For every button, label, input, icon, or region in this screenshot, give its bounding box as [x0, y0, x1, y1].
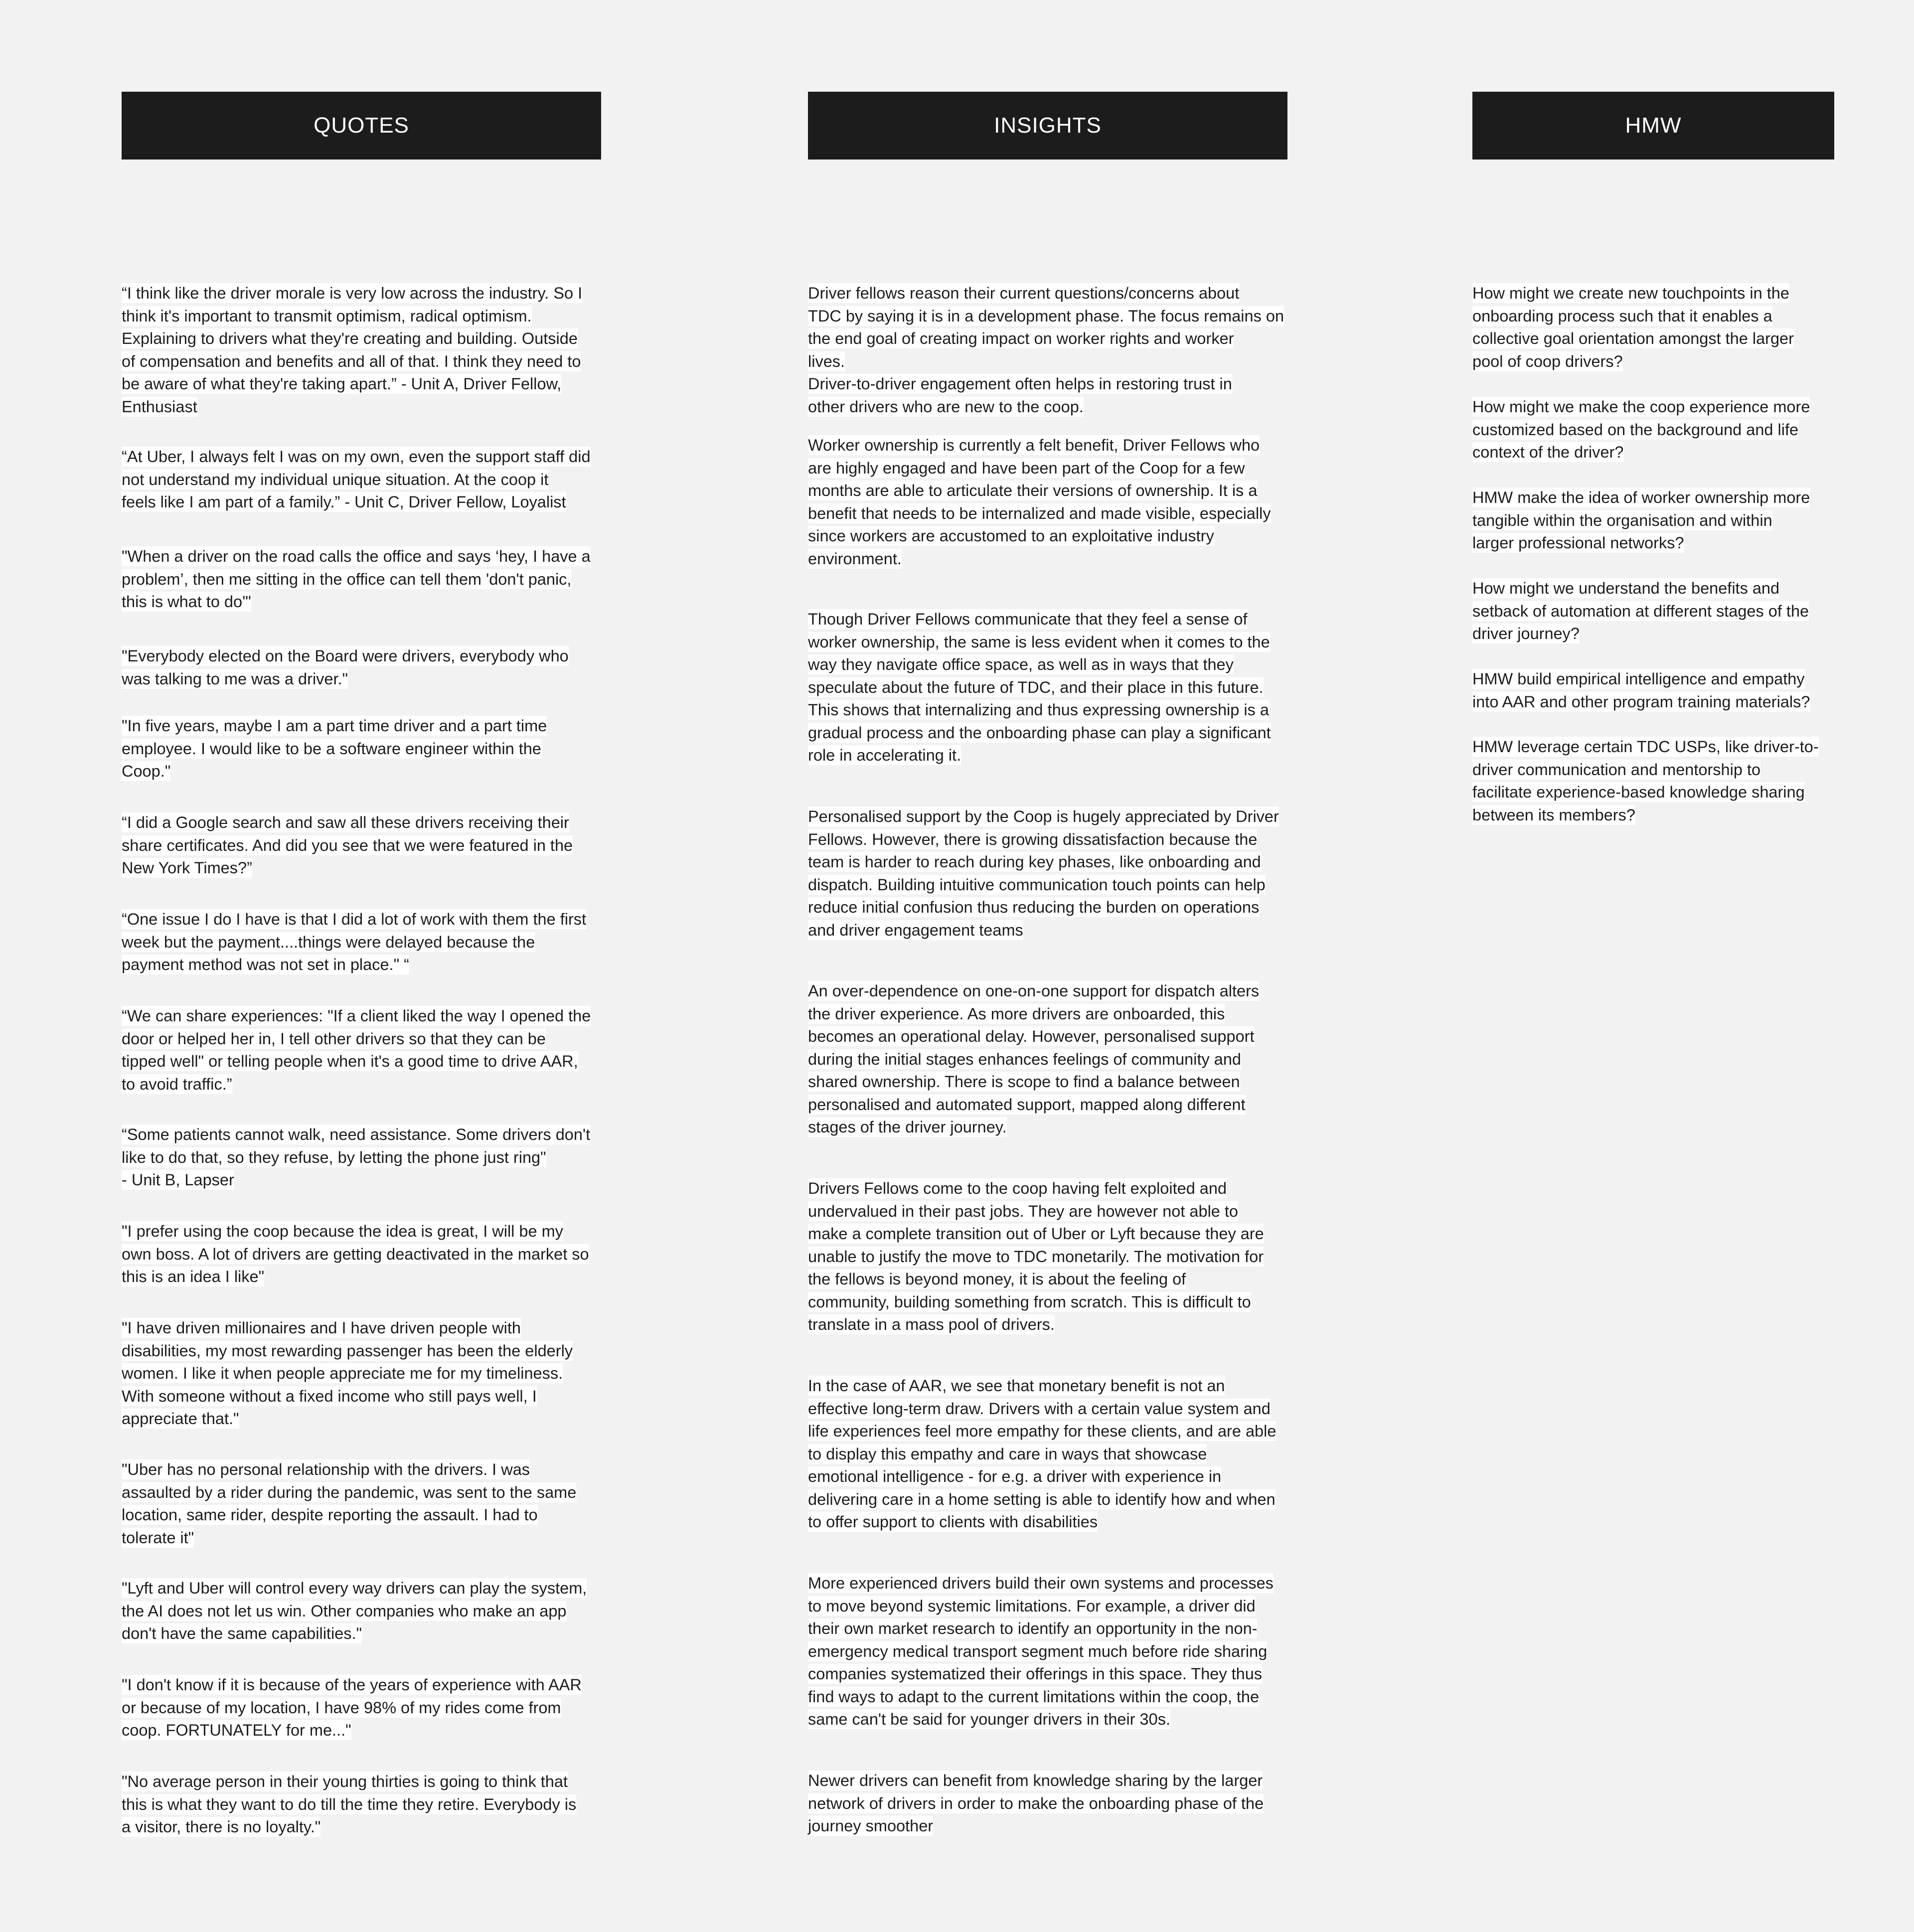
hmw-note[interactable] [1472, 577, 1809, 645]
hmw-text: HMW make the idea of worker ownership more tangible within the organisation and within larger professional networks? [1472, 488, 1810, 552]
quote-note[interactable] [122, 545, 591, 614]
quote-text: "In five years, maybe I am a part time driver and a part time employee. I would like to be a software engineer within the Coop." [122, 717, 547, 780]
quote-text: "I don't know if it is because of the years of experience with AAR or because of my location, I have 98% of my rides come from coop. FORTUNATELY for me..." [122, 1676, 582, 1739]
quote-text: “At Uber, I always felt I was on my own, even the support staff did not understand my individual unique situation. At the coop it feels like I am part of a family.” - Unit C, Driver Fellow, Loyalist [122, 448, 591, 511]
insight-text: Personalised support by the Coop is hugely appreciated by Driver Fellows. However, there is growing dissatisfaction because the team is harder to reach during key phases, like onboarding and dispatch. Building intuitive communication touch points can help reduce initial confusion thus reducing the burden on operations and driver engagement teams [808, 807, 1279, 939]
hmw-text: HMW leverage certain TDC USPs, like driver-to- driver communication and mentorship to facilitate experience-based knowledge sharing between its members? [1472, 738, 1819, 824]
hmw-text: How might we understand the benefits and setback of automation at different stages of the driver journey? [1472, 579, 1809, 643]
insight-note[interactable] [808, 1375, 1276, 1534]
insights-column [808, 92, 1296, 1835]
quote-text: “Some patients cannot walk, need assistance. Some drivers don't like to do that, so they refuse, by letting the phone just ring" - Unit B, Lapser [122, 1126, 591, 1189]
hmw-header: HMW [1472, 92, 1834, 160]
quote-note[interactable] [122, 1674, 582, 1742]
quote-note[interactable] [122, 715, 547, 783]
quote-note[interactable] [122, 282, 582, 418]
hmw-text: How might we create new touchpoints in the onboarding process such that it enables a collective goal orientation amongst the larger pool of coop drivers? [1472, 284, 1794, 370]
quote-text: "Lyft and Uber will control every way drivers can play the system, the AI does not let us win. Other companies who make an app don't have the same capabilities." [122, 1579, 587, 1642]
quote-text: "Uber has no personal relationship with the drivers. I was assaulted by a rider during the pandemic, was sent to the same location, same rider, despite reporting the assault. I had to tolerate it" [122, 1460, 577, 1547]
insight-note[interactable] [808, 1572, 1274, 1731]
hmw-note[interactable] [1472, 736, 1819, 826]
quote-text: "I prefer using the coop because the idea is great, I will be my own boss. A lot of drivers are getting deactivated in the market so this is an idea I like" [122, 1222, 589, 1286]
quote-note[interactable] [122, 1317, 573, 1431]
insight-note[interactable] [808, 980, 1259, 1139]
insight-note[interactable] [808, 434, 1271, 570]
quotes-header: QUOTES [122, 92, 601, 160]
hmw-text: HMW build empirical intelligence and empathy into AAR and other program training materials? [1472, 670, 1810, 711]
quote-text: "No average person in their young thirties is going to think that this is what they want to do till the time they retire. Everybody is a visitor, there is no loyalty." [122, 1772, 577, 1836]
quote-text: “I think like the driver morale is very low across the industry. So I think it's important to transmit optimism, radical optimism. Explaining to drivers what they're creating and building. Outside of compensation and benefits and all of that. I think they need to be aware of what they're taking apart.” - Unit A, Driver Fellow, Enthusiast [122, 284, 583, 416]
insight-text: Though Driver Fellows communicate that they feel a sense of worker ownership, the same is less evident when it comes to the way they navigate office space, as well as in ways that they speculate about the future of TDC, and their place in this future. This shows that internalizing and thus expressing ownership is a gradual process and the onboarding phase can play a significant role in accelerating it. [808, 610, 1271, 764]
hmw-text: How might we make the coop experience more customized based on the background and life context of the driver? [1472, 398, 1810, 461]
hmw-note[interactable] [1472, 396, 1810, 464]
hmw-note[interactable] [1472, 486, 1810, 555]
quote-note[interactable] [122, 1220, 589, 1288]
insight-text: Drivers Fellows come to the coop having felt exploited and undervalued in their past jobs. They are however not able to make a complete transition out of Uber or Lyft because they are unable to justify the move to TDC monetarily. The motivation for the fellows is beyond money, it is about the feeling of community, building something from scratch. This is difficult to translate in a mass pool of drivers. [808, 1179, 1264, 1333]
quote-note[interactable] [122, 446, 591, 514]
quote-note[interactable] [122, 1771, 576, 1839]
insight-text: Worker ownership is currently a felt benefit, Driver Fellows who are highly engaged and have been part of the Coop for a few months are able to articulate their versions of ownership. It is a benefit that needs to be internalized and made visible, especially since workers are accustomed to an exploitative industry environment. [808, 436, 1271, 568]
insight-note[interactable] [808, 608, 1271, 767]
insight-note[interactable] [808, 1177, 1264, 1336]
insight-note[interactable] [808, 282, 1284, 418]
insight-text: An over-dependence on one-on-one support for dispatch alters the driver experience. As more drivers are onboarded, this becomes an operational delay. However, personalised support during the initial stages enhances feelings of community and shared ownership. There is scope to find a balance between personalised and automated support, mapped along different stages of the driver journey. [808, 982, 1260, 1136]
quote-note[interactable] [122, 1005, 591, 1096]
quote-note[interactable] [122, 1124, 590, 1192]
quote-note[interactable] [122, 645, 569, 690]
quote-text: "I have driven millionaires and I have driven people with disabilities, my most rewarding passenger has been the elderly women. I like it when people appreciate me for my timeliness. With someone without a fixed income who still pays well, I appreciate that." [122, 1319, 573, 1428]
quote-text: "When a driver on the road calls the office and says ‘hey, I have a problem’, then me sitting in the office can tell them 'don't panic, this is what to do'" [122, 547, 591, 611]
quote-note[interactable] [122, 811, 573, 880]
insight-text: More experienced drivers build their own systems and processes to move beyond systemic limitations. For example, a driver did their own market research to identify an opportunity in the non- emergency medical transport segment much before ride sharing companies systematized their offerings in this space. They thus find ways to adapt to the current limitations within the coop, the same can't be said for younger drivers in their 30s. [808, 1574, 1274, 1728]
quote-text: “I did a Google search and saw all these drivers receiving their share certificates. And did you see that we were featured in the New York Times?” [122, 813, 573, 877]
quote-text: “We can share experiences: "If a client liked the way I opened the door or helped her in, I tell other drivers so that they can be tipped well" or telling people when it's a good time to drive AAR, to avoid traffic.” [122, 1007, 591, 1093]
hmw-note[interactable] [1472, 282, 1794, 373]
quotes-column [122, 92, 610, 1836]
hmw-column [1472, 92, 1836, 824]
quote-note[interactable] [122, 1577, 587, 1645]
insight-text: Newer drivers can benefit from knowledge sharing by the larger network of drivers in order to make the onboarding phase of the journey smoother [808, 1771, 1264, 1835]
insight-text: In the case of AAR, we see that monetary benefit is not an effective long-term draw. Drivers with a certain value system and life experiences feel more empathy for these clients, and are able to display this empathy and care in ways that showcase emotional intelligence - for e.g. a driver with experience in delivering care in a home setting is able to identify how and when to offer support to clients with disabilities [808, 1377, 1276, 1531]
hmw-note[interactable] [1472, 668, 1810, 713]
quote-note[interactable] [122, 908, 586, 976]
insight-note[interactable] [808, 805, 1279, 942]
insight-note[interactable] [808, 1770, 1264, 1838]
quote-note[interactable] [122, 1458, 576, 1549]
quote-text: "Everybody elected on the Board were drivers, everybody who was talking to me was a driver." [122, 647, 569, 688]
insights-header: INSIGHTS [808, 92, 1287, 160]
quote-text: “One issue I do I have is that I did a lot of work with them the first week but the payment....things were delayed because the payment method was not set in place." “ [122, 910, 587, 973]
insight-text: Driver fellows reason their current questions/concerns about TDC by saying it is in a development phase. The focus remains on the end goal of creating impact on worker rights and worker lives. Driver-to-driver engagement often helps in restoring trust in other drivers who are new to the coop. [808, 284, 1284, 416]
